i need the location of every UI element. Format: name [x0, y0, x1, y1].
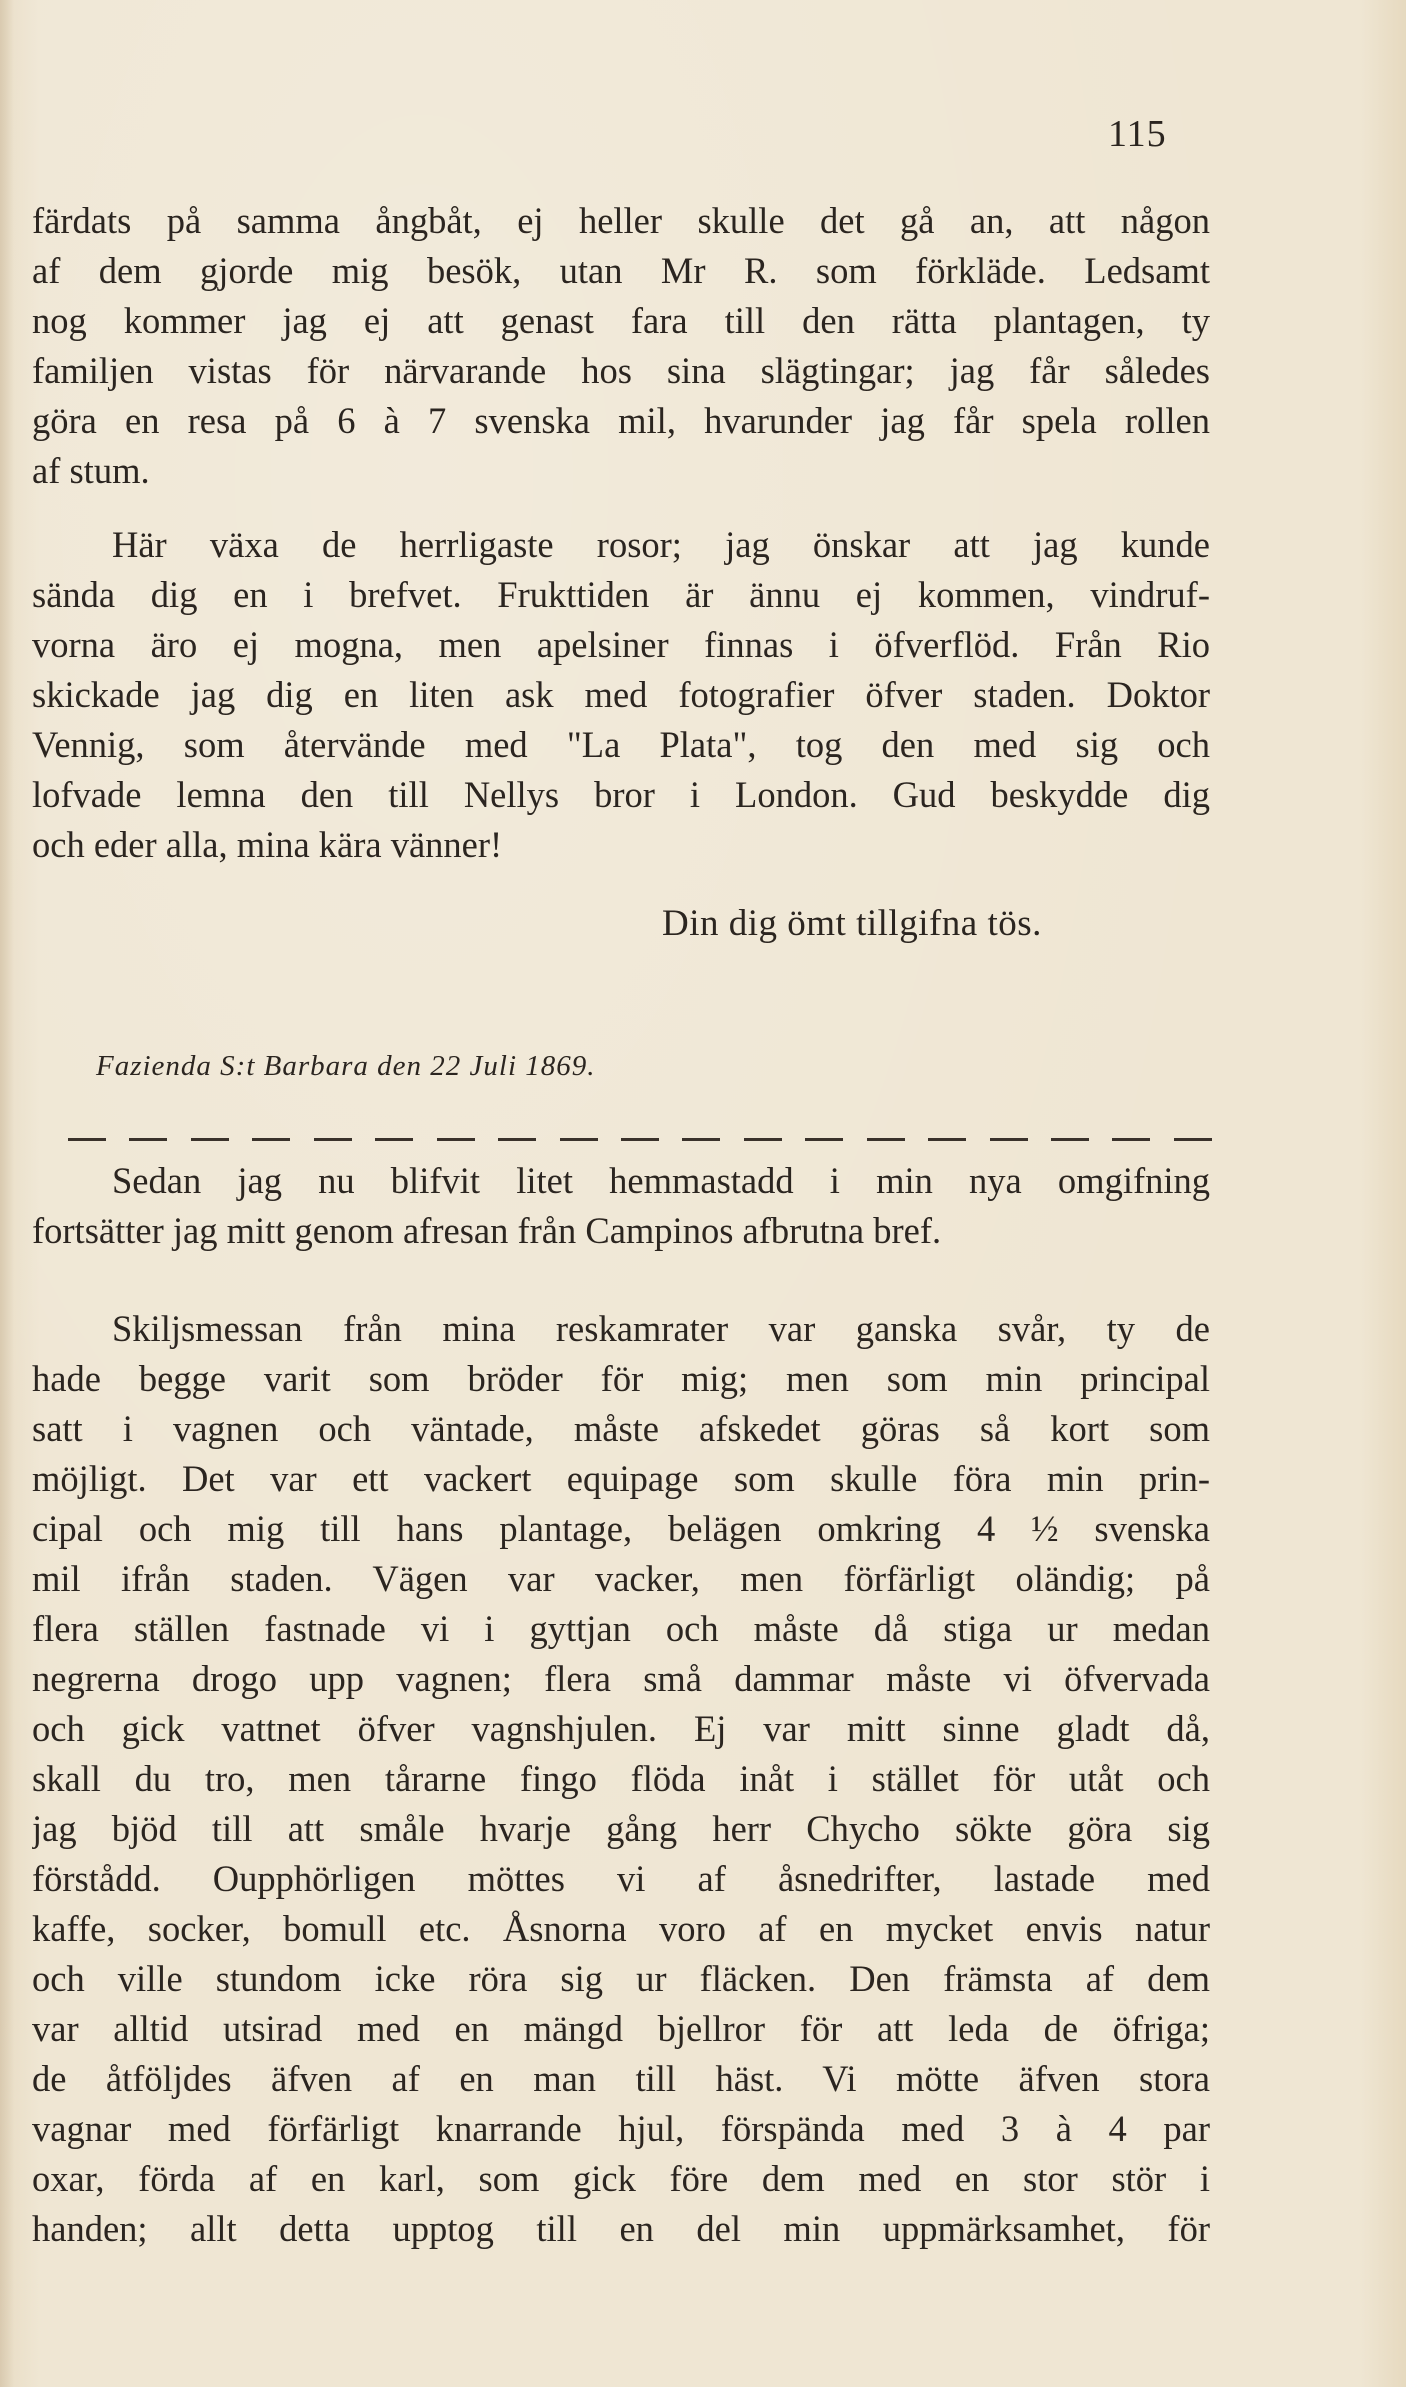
text-line: och gick vattnet öfver vagnshjulen. Ej var mitt sinne gladt då,	[32, 1708, 1210, 1749]
text-line: negrerna drogo upp vagnen; flera små dammar måste vi öfvervada	[32, 1658, 1210, 1699]
text-line: fortsätter jag mitt genom afresan från Campinos afbrutna bref.	[32, 1210, 942, 1251]
text-line: lofvade lemna den till Nellys bror i London. Gud beskydde dig	[32, 774, 1210, 815]
text-line: oxar, förda af en karl, som gick före dem med en stor stör i	[32, 2158, 1210, 2199]
text-line: sända dig en i brefvet. Frukttiden är ännu ej kommen, vindruf-	[32, 574, 1210, 615]
text-line: nog kommer jag ej att genast fara till den rätta plantagen, ty	[32, 300, 1210, 341]
paragraph-3	[32, 1156, 1210, 1256]
text-line: satt i vagnen och väntade, måste afskedet göras så kort som	[32, 1408, 1210, 1449]
text-line: de åtföljdes äfven af en man till häst. Vi mötte äfven stora	[32, 2058, 1210, 2099]
text-line: hade begge varit som bröder för mig; men som min principal	[32, 1358, 1210, 1399]
page-gutter-shadow	[0, 0, 14, 2387]
letter-dateline: Fazienda S:t Barbara den 22 Juli 1869.	[96, 1050, 596, 1082]
paragraph-1	[32, 196, 1210, 496]
text-line: handen; allt detta upptog till en del min uppmärksamhet, för	[32, 2208, 1210, 2249]
text-line: var alltid utsirad med en mängd bjellror för att leda de öfriga;	[32, 2008, 1210, 2049]
text-line: Vennig, som återvände med "La Plata", tog den med sig och	[32, 724, 1210, 765]
text-line: mil ifrån staden. Vägen var vacker, men förfärligt oländig; på	[32, 1558, 1210, 1599]
text-line: och eder alla, mina kära vänner!	[32, 824, 503, 865]
text-line: färdats på samma ångbåt, ej heller skulle det gå an, att någon	[32, 200, 1210, 241]
text-line: af dem gjorde mig besök, utan Mr R. som förkläde. Ledsamt	[32, 250, 1210, 291]
text-line: förstådd. Oupphörligen möttes vi af åsnedrifter, lastade med	[32, 1858, 1210, 1899]
text-line: familjen vistas för närvarande hos sina slägtingar; jag får således	[32, 350, 1210, 391]
text-line: kaffe, socker, bomull etc. Åsnorna voro af en mycket envis natur	[32, 1908, 1210, 1949]
section-divider	[68, 1138, 1212, 1141]
text-line: skickade jag dig en liten ask med fotografier öfver staden. Doktor	[32, 674, 1210, 715]
text-line: göra en resa på 6 à 7 svenska mil, hvarunder jag får spela rollen	[32, 400, 1210, 441]
paragraph-2	[32, 520, 1210, 870]
text-line: cipal och mig till hans plantage, belägen omkring 4 ½ svenska	[32, 1508, 1210, 1549]
letter-signature: Din dig ömt tillgifna tös.	[662, 903, 1042, 944]
text-line: Sedan jag nu blifvit litet hemmastadd i min nya omgifning	[112, 1160, 1210, 1201]
text-line: vagnar med förfärligt knarrande hjul, förspända med 3 à 4 par	[32, 2108, 1210, 2149]
text-line: och ville stundom icke röra sig ur fläcken. Den främsta af dem	[32, 1958, 1210, 1999]
paragraph-4	[32, 1304, 1210, 2254]
text-line: vorna äro ej mogna, men apelsiner finnas i öfverflöd. Från Rio	[32, 624, 1210, 665]
text-line: skall du tro, men tårarne fingo flöda inåt i stället för utåt och	[32, 1758, 1210, 1799]
text-line: jag bjöd till att småle hvarje gång herr Chycho sökte göra sig	[32, 1808, 1210, 1849]
page-number: 115	[1108, 113, 1167, 155]
text-line: af stum.	[32, 450, 150, 491]
text-line: Skiljsmessan från mina reskamrater var ganska svår, ty de	[112, 1308, 1210, 1349]
text-line: möjligt. Det var ett vackert equipage som skulle föra min prin-	[32, 1458, 1210, 1499]
text-line: flera ställen fastnade vi i gyttjan och måste då stiga ur medan	[32, 1608, 1210, 1649]
text-line: Här växa de herrligaste rosor; jag önskar att jag kunde	[112, 524, 1210, 565]
